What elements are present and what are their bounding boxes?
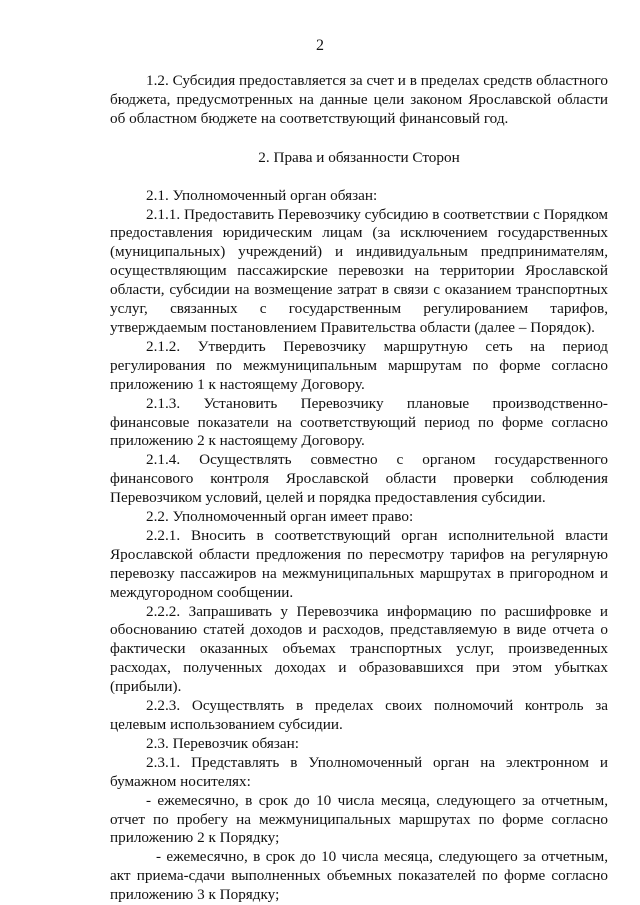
- page-number: 2: [316, 37, 324, 54]
- paragraph-2-1: 2.1. Уполномоченный орган обязан:: [146, 186, 378, 204]
- section-heading-2: 2. Права и обязанности Сторон: [258, 148, 460, 166]
- paragraph-1-2: 1.2. Субсидия предоставляется за счет и в пределах средств областного бюджета, предусмотренных на данные цели законом Ярославской области об областном бюджете на соответствующий финансовый год.: [110, 72, 608, 127]
- paragraph-2-3-1: 2.3.1. Представлять в Уполномоченный орган на электронном и бумажном носителях:: [110, 753, 608, 790]
- list-item-monthly-mileage-report: - ежемесячно, в срок до 10 числа месяца, следующего за отчетным, отчет по пробегу на межмуниципальных маршрутах по форме согласно приложению 2 к Порядку;: [110, 791, 608, 847]
- paragraph-2-3: 2.3. Перевозчик обязан:: [146, 734, 299, 752]
- paragraph-2-1-3: 2.1.3. Установить Перевозчику плановые производственно-финансовые показатели на соответствующий период по форме согласно приложению 2 к настоящему Договору.: [110, 394, 608, 450]
- paragraph-2-2: 2.2. Уполномоченный орган имеет право:: [146, 508, 414, 526]
- paragraph-2-1-1: 2.1.1. Предоставить Перевозчику субсидию в соответствии с Порядком предоставления юридическим лицам (за исключением государственных (муниципальных) учреждений) и индивидуальным предпринимателям, осуществляющим пассажирские перевозки на территории Ярославской области, субсидии на возмещение затрат в связи с оказанием транспортных услуг, связанных с государственным регулированием тарифов, утверждаемым постановлением Правительства области (далее – Порядок).: [110, 205, 608, 336]
- paragraph-2-2-3: 2.2.3. Осуществлять в пределах своих полномочий контроль за целевым использованием субсидии.: [110, 697, 608, 733]
- paragraph-2-1-4: 2.1.4. Осуществлять совместно с органом государственного финансового контроля Ярославской области проверки соблюдения Перевозчиком условий, целей и порядка предоставления субсидии.: [110, 451, 608, 507]
- paragraph-2-2-2: 2.2.2. Запрашивать у Перевозчика информацию по расшифровке и обоснованию статей доходов и расходов, представляемую в виде отчета о фактически оказанных объемах транспортных услуг, произведенных расходах, полученных доходах и образовавшихся при этом убытках (прибыли).: [110, 602, 608, 696]
- paragraph-2-1-2: 2.1.2. Утвердить Перевозчику маршрутную сеть на период регулирования по межмуниципальным маршрутам по форме согласно приложению 1 к настоящему Договору.: [110, 337, 608, 393]
- list-item-monthly-acceptance-act: - ежемесячно, в срок до 10 числа месяца, следующего за отчетным, акт приема-сдачи выполненных объемных показателей по форме согласно приложению 3 к Порядку;: [110, 848, 608, 904]
- paragraph-2-2-1: 2.2.1. Вносить в соответствующий орган исполнительной власти Ярославской области предложения по пересмотру тарифов на регулярную перевозку пассажиров на межмуниципальных маршрутах в пригородном и междугородном сообщении.: [110, 526, 608, 601]
- document-body: [110, 72, 608, 905]
